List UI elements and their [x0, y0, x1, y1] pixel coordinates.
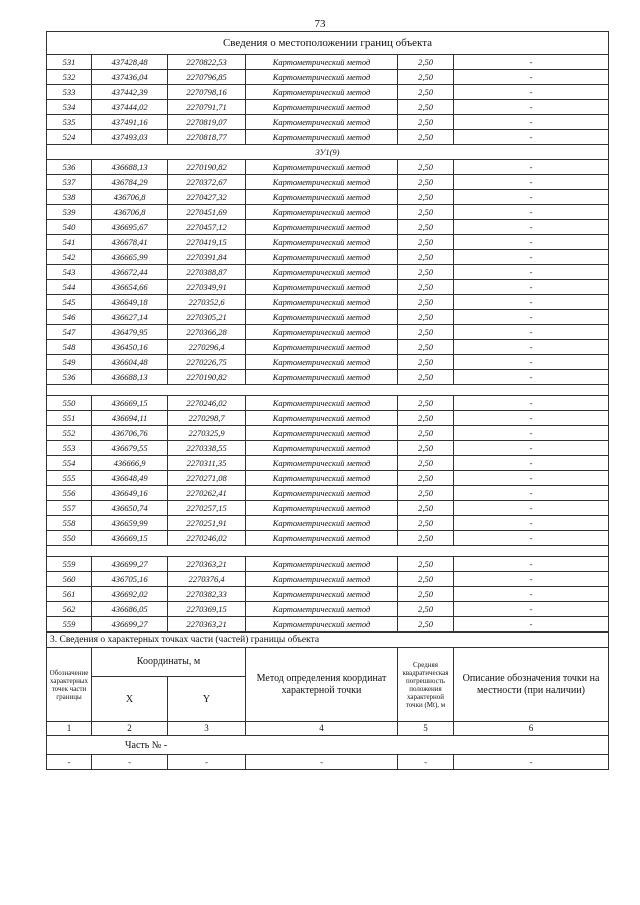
- table-row: [47, 340, 609, 355]
- method-cell: Картометрический метод: [246, 310, 398, 325]
- accuracy-cell: 2,50: [398, 115, 454, 130]
- method-cell: Картометрический метод: [246, 325, 398, 340]
- method-cell: Картометрический метод: [246, 355, 398, 370]
- description-cell: -: [454, 355, 609, 370]
- method-cell: Картометрический метод: [246, 441, 398, 456]
- point-id: 557: [47, 501, 92, 516]
- accuracy-cell: 2,50: [398, 295, 454, 310]
- table-row: [47, 456, 609, 471]
- table-row: [47, 587, 609, 602]
- coord-x: 436678,41: [92, 235, 168, 250]
- empty-cell: -: [168, 755, 246, 770]
- coord-x: 436699,27: [92, 557, 168, 572]
- table-row: [47, 160, 609, 175]
- point-id: 536: [47, 160, 92, 175]
- coord-x: 437444,02: [92, 100, 168, 115]
- method-cell: Картометрический метод: [246, 572, 398, 587]
- accuracy-cell: 2,50: [398, 190, 454, 205]
- method-cell: Картометрический метод: [246, 55, 398, 70]
- part-points-table: [46, 632, 609, 770]
- table-row: [47, 100, 609, 115]
- point-id: 535: [47, 115, 92, 130]
- point-id: 559: [47, 557, 92, 572]
- coord-x: 436479,95: [92, 325, 168, 340]
- description-cell: -: [454, 411, 609, 426]
- coord-x: 436648,49: [92, 471, 168, 486]
- description-cell: -: [454, 557, 609, 572]
- point-id: 548: [47, 340, 92, 355]
- description-cell: -: [454, 396, 609, 411]
- point-id: 550: [47, 531, 92, 546]
- description-cell: -: [454, 265, 609, 280]
- accuracy-cell: 2,50: [398, 100, 454, 115]
- method-cell: Картометрический метод: [246, 220, 398, 235]
- method-cell: Картометрический метод: [246, 100, 398, 115]
- accuracy-cell: 2,50: [398, 501, 454, 516]
- col-x-header: X: [92, 677, 168, 722]
- coord-x: 436688,13: [92, 370, 168, 385]
- accuracy-cell: 2,50: [398, 456, 454, 471]
- description-cell: -: [454, 100, 609, 115]
- description-cell: -: [454, 516, 609, 531]
- col-num-6: 6: [454, 722, 609, 736]
- empty-cell: -: [454, 755, 609, 770]
- description-cell: -: [454, 471, 609, 486]
- separator-row: [47, 546, 609, 557]
- description-cell: -: [454, 85, 609, 100]
- coord-y: 2270311,35: [168, 456, 246, 471]
- coord-y: 2270246,02: [168, 396, 246, 411]
- point-id: 532: [47, 70, 92, 85]
- description-cell: -: [454, 205, 609, 220]
- point-id: 524: [47, 130, 92, 145]
- table-row: [47, 557, 609, 572]
- method-cell: Картометрический метод: [246, 340, 398, 355]
- coord-y: 2270251,91: [168, 516, 246, 531]
- method-cell: Картометрический метод: [246, 190, 398, 205]
- description-cell: -: [454, 441, 609, 456]
- table-row: [47, 70, 609, 85]
- coord-y: 2270369,15: [168, 602, 246, 617]
- method-cell: Картометрический метод: [246, 130, 398, 145]
- method-cell: Картометрический метод: [246, 501, 398, 516]
- table-row: [47, 130, 609, 145]
- table-row: [47, 235, 609, 250]
- point-id: 546: [47, 310, 92, 325]
- method-cell: Картометрический метод: [246, 471, 398, 486]
- coord-x: 436659,99: [92, 516, 168, 531]
- document-body: [46, 31, 608, 770]
- table-row: [47, 355, 609, 370]
- table-row: [47, 516, 609, 531]
- section-title: Сведения о местоположении границ объекта: [47, 32, 609, 55]
- accuracy-cell: 2,50: [398, 557, 454, 572]
- accuracy-cell: 2,50: [398, 355, 454, 370]
- point-id: 561: [47, 587, 92, 602]
- description-cell: -: [454, 115, 609, 130]
- coord-y: 2270457,12: [168, 220, 246, 235]
- point-id: 542: [47, 250, 92, 265]
- description-cell: -: [454, 602, 609, 617]
- coord-y: 2270352,6: [168, 295, 246, 310]
- coord-x: 436665,99: [92, 250, 168, 265]
- table-row: [47, 471, 609, 486]
- coord-y: 2270366,28: [168, 325, 246, 340]
- coord-x: 436706,76: [92, 426, 168, 441]
- accuracy-cell: 2,50: [398, 411, 454, 426]
- table-row: [47, 85, 609, 100]
- coord-x: 436706,8: [92, 205, 168, 220]
- coord-y: 2270451,69: [168, 205, 246, 220]
- point-id: 559: [47, 617, 92, 632]
- empty-cell: -: [47, 755, 92, 770]
- accuracy-cell: 2,50: [398, 602, 454, 617]
- point-id: 545: [47, 295, 92, 310]
- coord-y: 2270262,41: [168, 486, 246, 501]
- method-cell: Картометрический метод: [246, 456, 398, 471]
- point-id: 554: [47, 456, 92, 471]
- page-number: 73: [314, 18, 326, 30]
- accuracy-cell: 2,50: [398, 130, 454, 145]
- accuracy-cell: 2,50: [398, 486, 454, 501]
- col-accuracy-header: Средняя квадратическая погрешность положения характерной точки (Mt), м: [398, 648, 454, 722]
- coord-x: 436650,74: [92, 501, 168, 516]
- point-id: 553: [47, 441, 92, 456]
- coord-x: 436627,14: [92, 310, 168, 325]
- accuracy-cell: 2,50: [398, 280, 454, 295]
- accuracy-cell: 2,50: [398, 516, 454, 531]
- coord-y: 2270363,21: [168, 617, 246, 632]
- point-id: 540: [47, 220, 92, 235]
- col-method-header: Метод определения координат характерной точки: [246, 648, 398, 722]
- coord-x: 436672,44: [92, 265, 168, 280]
- col-y-header: Y: [168, 677, 246, 722]
- coord-x: 437436,04: [92, 70, 168, 85]
- coord-y: 2270382,33: [168, 587, 246, 602]
- coord-x: 436784,29: [92, 175, 168, 190]
- method-cell: Картометрический метод: [246, 516, 398, 531]
- method-cell: Картометрический метод: [246, 160, 398, 175]
- table-row: [47, 396, 609, 411]
- coord-y: 2270388,87: [168, 265, 246, 280]
- separator-row: [47, 385, 609, 396]
- coord-x: 436705,16: [92, 572, 168, 587]
- method-cell: Картометрический метод: [246, 426, 398, 441]
- col-num-1: 1: [47, 722, 92, 736]
- coord-x: 436669,15: [92, 531, 168, 546]
- table-row: [47, 486, 609, 501]
- table-row: [47, 265, 609, 280]
- point-id: 538: [47, 190, 92, 205]
- point-id: 539: [47, 205, 92, 220]
- part-label: Часть № -: [47, 736, 609, 755]
- coord-x: 437442,39: [92, 85, 168, 100]
- table-row: [47, 310, 609, 325]
- accuracy-cell: 2,50: [398, 55, 454, 70]
- coord-x: 436706,8: [92, 190, 168, 205]
- point-id: 537: [47, 175, 92, 190]
- table-row: [47, 325, 609, 340]
- coord-x: 436666,9: [92, 456, 168, 471]
- col-desc-header: Описание обозначения точки на местности (при наличии): [454, 648, 609, 722]
- method-cell: Картометрический метод: [246, 235, 398, 250]
- method-cell: Картометрический метод: [246, 602, 398, 617]
- accuracy-cell: 2,50: [398, 370, 454, 385]
- coord-y: 2270796,85: [168, 70, 246, 85]
- accuracy-cell: 2,50: [398, 250, 454, 265]
- method-cell: Картометрический метод: [246, 280, 398, 295]
- point-id: 555: [47, 471, 92, 486]
- description-cell: -: [454, 220, 609, 235]
- method-cell: Картометрический метод: [246, 115, 398, 130]
- coord-x: 437493,03: [92, 130, 168, 145]
- col-num-3: 3: [168, 722, 246, 736]
- accuracy-cell: 2,50: [398, 70, 454, 85]
- accuracy-cell: 2,50: [398, 235, 454, 250]
- coord-y: 2270349,91: [168, 280, 246, 295]
- table-row: [47, 175, 609, 190]
- col-num-2: 2: [92, 722, 168, 736]
- accuracy-cell: 2,50: [398, 175, 454, 190]
- description-cell: -: [454, 190, 609, 205]
- coord-x: 436649,16: [92, 486, 168, 501]
- description-cell: -: [454, 340, 609, 355]
- coord-y: 2270791,71: [168, 100, 246, 115]
- accuracy-cell: 2,50: [398, 325, 454, 340]
- description-cell: -: [454, 325, 609, 340]
- col-num-4: 4: [246, 722, 398, 736]
- point-id: 533: [47, 85, 92, 100]
- coord-y: 2270391,84: [168, 250, 246, 265]
- col-num-5: 5: [398, 722, 454, 736]
- point-id: 558: [47, 516, 92, 531]
- coord-y: 2270427,32: [168, 190, 246, 205]
- method-cell: Картометрический метод: [246, 175, 398, 190]
- coord-y: 2270822,53: [168, 55, 246, 70]
- coord-y: 2270226,75: [168, 355, 246, 370]
- coordinates-table: [46, 31, 609, 632]
- coord-y: 2270190,82: [168, 370, 246, 385]
- point-id: 536: [47, 370, 92, 385]
- method-cell: Картометрический метод: [246, 486, 398, 501]
- description-cell: -: [454, 572, 609, 587]
- empty-cell: -: [398, 755, 454, 770]
- coord-y: 2270338,55: [168, 441, 246, 456]
- point-id: 552: [47, 426, 92, 441]
- point-id: 544: [47, 280, 92, 295]
- col-point-header: Обозначение характерных точек части границы: [47, 648, 92, 722]
- coord-x: 436695,67: [92, 220, 168, 235]
- description-cell: -: [454, 426, 609, 441]
- coord-y: 2270819,07: [168, 115, 246, 130]
- accuracy-cell: 2,50: [398, 441, 454, 456]
- accuracy-cell: 2,50: [398, 396, 454, 411]
- point-id: 550: [47, 396, 92, 411]
- coord-y: 2270257,15: [168, 501, 246, 516]
- description-cell: -: [454, 295, 609, 310]
- accuracy-cell: 2,50: [398, 220, 454, 235]
- coord-y: 2270325,9: [168, 426, 246, 441]
- point-id: 560: [47, 572, 92, 587]
- coord-x: 436679,55: [92, 441, 168, 456]
- description-cell: -: [454, 531, 609, 546]
- method-cell: Картометрический метод: [246, 370, 398, 385]
- table-row: [47, 250, 609, 265]
- table-row: [47, 617, 609, 632]
- coord-y: 2270271,08: [168, 471, 246, 486]
- coord-y: 2270296,4: [168, 340, 246, 355]
- table-row: [47, 190, 609, 205]
- accuracy-cell: 2,50: [398, 310, 454, 325]
- coord-y: 2270363,21: [168, 557, 246, 572]
- empty-cell: -: [246, 755, 398, 770]
- method-cell: Картометрический метод: [246, 70, 398, 85]
- method-cell: Картометрический метод: [246, 295, 398, 310]
- description-cell: -: [454, 175, 609, 190]
- method-cell: Картометрический метод: [246, 205, 398, 220]
- accuracy-cell: 2,50: [398, 617, 454, 632]
- description-cell: -: [454, 160, 609, 175]
- point-id: 551: [47, 411, 92, 426]
- method-cell: Картометрический метод: [246, 85, 398, 100]
- col-coords-header: Координаты, м: [92, 648, 246, 677]
- description-cell: -: [454, 486, 609, 501]
- coord-x: 437428,48: [92, 55, 168, 70]
- table-row: [47, 55, 609, 70]
- method-cell: Картометрический метод: [246, 265, 398, 280]
- accuracy-cell: 2,50: [398, 160, 454, 175]
- description-cell: -: [454, 617, 609, 632]
- accuracy-cell: 2,50: [398, 572, 454, 587]
- description-cell: -: [454, 456, 609, 471]
- subsection-title: ЗУ1(9): [47, 145, 609, 160]
- coord-x: 436654,66: [92, 280, 168, 295]
- accuracy-cell: 2,50: [398, 471, 454, 486]
- description-cell: -: [454, 55, 609, 70]
- method-cell: Картометрический метод: [246, 250, 398, 265]
- section3-title: 3. Сведения о характерных точках части (частей) границы объекта: [47, 633, 609, 648]
- description-cell: -: [454, 70, 609, 85]
- coord-y: 2270246,02: [168, 531, 246, 546]
- point-id: 562: [47, 602, 92, 617]
- table-row: [47, 531, 609, 546]
- description-cell: -: [454, 587, 609, 602]
- description-cell: -: [454, 280, 609, 295]
- point-id: 541: [47, 235, 92, 250]
- coord-y: 2270305,21: [168, 310, 246, 325]
- table-row: [47, 572, 609, 587]
- accuracy-cell: 2,50: [398, 85, 454, 100]
- method-cell: Картометрический метод: [246, 531, 398, 546]
- coord-x: 436692,02: [92, 587, 168, 602]
- coord-x: 436450,16: [92, 340, 168, 355]
- method-cell: Картометрический метод: [246, 411, 398, 426]
- table-row: [47, 280, 609, 295]
- description-cell: -: [454, 501, 609, 516]
- coord-y: 2270376,4: [168, 572, 246, 587]
- coord-x: 436694,11: [92, 411, 168, 426]
- description-cell: -: [454, 310, 609, 325]
- accuracy-cell: 2,50: [398, 265, 454, 280]
- description-cell: -: [454, 235, 609, 250]
- empty-cell: -: [92, 755, 168, 770]
- coord-y: 2270818,77: [168, 130, 246, 145]
- point-id: 549: [47, 355, 92, 370]
- coord-y: 2270372,67: [168, 175, 246, 190]
- method-cell: Картометрический метод: [246, 557, 398, 572]
- coord-x: 436688,13: [92, 160, 168, 175]
- table-row: [47, 370, 609, 385]
- method-cell: Картометрический метод: [246, 587, 398, 602]
- method-cell: Картометрический метод: [246, 396, 398, 411]
- table-row: [47, 411, 609, 426]
- coord-y: 2270190,82: [168, 160, 246, 175]
- table-row: [47, 295, 609, 310]
- method-cell: Картометрический метод: [246, 617, 398, 632]
- accuracy-cell: 2,50: [398, 587, 454, 602]
- coord-y: 2270798,16: [168, 85, 246, 100]
- accuracy-cell: 2,50: [398, 205, 454, 220]
- accuracy-cell: 2,50: [398, 340, 454, 355]
- coord-x: 436686,05: [92, 602, 168, 617]
- coord-y: 2270419,15: [168, 235, 246, 250]
- table-row: [47, 205, 609, 220]
- coord-y: 2270298,7: [168, 411, 246, 426]
- table-row: [47, 220, 609, 235]
- coord-x: 436669,15: [92, 396, 168, 411]
- point-id: 547: [47, 325, 92, 340]
- table-row: [47, 441, 609, 456]
- accuracy-cell: 2,50: [398, 426, 454, 441]
- description-cell: -: [454, 370, 609, 385]
- coord-x: 436649,18: [92, 295, 168, 310]
- coord-x: 437491,16: [92, 115, 168, 130]
- table-row: [47, 602, 609, 617]
- accuracy-cell: 2,50: [398, 531, 454, 546]
- description-cell: -: [454, 250, 609, 265]
- table-row: [47, 115, 609, 130]
- coord-x: 436604,48: [92, 355, 168, 370]
- point-id: 534: [47, 100, 92, 115]
- point-id: 543: [47, 265, 92, 280]
- point-id: 531: [47, 55, 92, 70]
- description-cell: -: [454, 130, 609, 145]
- coord-x: 436699,27: [92, 617, 168, 632]
- table-row: [47, 426, 609, 441]
- point-id: 556: [47, 486, 92, 501]
- table-row: [47, 501, 609, 516]
